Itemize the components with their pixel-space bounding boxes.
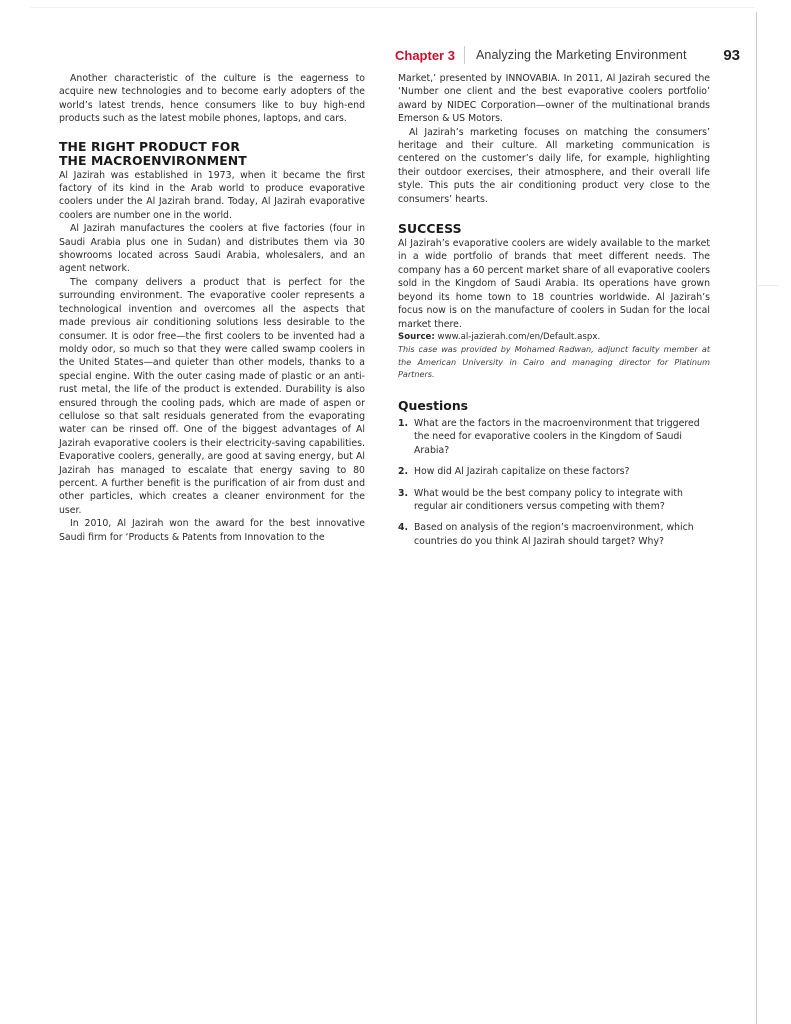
body-paragraph: Al Jazirah manufactures the coolers at five factories (four in Saudi Arabia plus one in Sudan) and distributes them via 30 showrooms located across Saudi Arabia, wholesalers, and an agent network.: [59, 223, 365, 275]
body-paragraph: Al Jazirah was established in 1973, when it became the first factory of its kind in the Arab world to produce evaporative coolers under the Al Jazirah brand. Today, Al Jazirah evaporative coolers are number one in the world.: [59, 169, 365, 221]
continued-paragraph: Market,’ presented by INNOVABIA. In 2011, Al Jazirah secured the ‘Number one client and the best evaporative coolers portfolio’ award by NIDEC Corporation—owner of the multinational brands Emerson & US Motors.: [398, 73, 710, 125]
left-column: [59, 72, 365, 544]
questions-heading: Questions: [398, 397, 469, 413]
question-number: 1.: [398, 417, 409, 429]
header-divider: [464, 46, 465, 64]
page-gutter-edge: [756, 12, 757, 1024]
scan-artifact-mark: [758, 285, 778, 286]
question-text: How did Al Jazirah capitalize on these factors?: [414, 466, 630, 478]
heading-line-1: THE RIGHT PRODUCT FOR: [59, 138, 241, 154]
case-credit: This case was provided by Mohamed Radwan, adjunct faculty member at the American University in Cairo and managing director for Platinum Partners.: [398, 344, 710, 380]
body-paragraph: Al Jazirah’s marketing focuses on matching the consumers’ heritage and their culture. All marketing communication is centered on the customer’s daily life, for example, highlighting their outdoor exercises, their atmosphere, and their overall life style. This puts the air conditioning product very close to the consumers’ hearts.: [398, 126, 710, 205]
questions-list: [398, 417, 710, 548]
source-url: www.al-jazierah.com/en/Default.aspx.: [437, 331, 601, 342]
source-line: [398, 331, 710, 343]
section-heading-success: SUCCESS: [398, 221, 462, 237]
chapter-label: Chapter 3: [395, 47, 455, 63]
question-text: Based on analysis of the region’s macroenvironment, which countries do you think Al Jazirah should target? Why?: [414, 522, 694, 547]
chapter-title: Analyzing the Marketing Environment: [475, 48, 687, 62]
source-label: Source:: [398, 331, 435, 342]
question-item: [398, 487, 710, 514]
scan-top-edge: [30, 7, 755, 8]
question-item: [398, 521, 710, 548]
question-text: What are the factors in the macroenvironment that triggered the need for evaporative coolers in the Kingdom of Saudi Arabia?: [414, 417, 700, 456]
right-column: [398, 72, 710, 556]
section-heading-right-product: [59, 140, 365, 168]
running-head: [395, 45, 740, 65]
question-item: [398, 417, 710, 457]
body-paragraph: Al Jazirah’s evaporative coolers are widely available to the market in a wide portfolio of brands that meet different needs. The company has a 60 percent market share of all evaporative coolers sold in the Kingdom of Saudi Arabia. Its operations have grown beyond its home town to 18 countries worldwide. Al Jazirah’s focus now is on the manufacture of coolers in Sudan for the local market there.: [398, 238, 710, 330]
question-number: 4.: [398, 522, 409, 534]
heading-line-2: THE MACROENVIRONMENT: [59, 152, 247, 168]
body-paragraph: The company delivers a product that is perfect for the surrounding environment. The evaporative cooler represents a technological invention and overcomes all the aspects that made previous air conditioning solutions less desirable to the consumer. It is odor free—the first coolers to be invented had a moldy odor, so much so that they were called swamp coolers in the United States—and quieter than other models, thanks to a special engine. With the outer casing made of plastic or an anti-rust metal, the life of the product is extended. Durability is also ensured through the cooling pads, which are made of aspen or cellulose so that salt residuals generated from the evaporating water can be rinsed off. One of the biggest advantages of Al Jazirah evaporative coolers is their electricity-saving capabilities. Evaporative coolers, generally, are good at saving energy, but Al Jazirah has managed to escalate that energy saving to 80 percent. A further benefit is the purification of air from dust and other particles, which creates a cleaner environment for the user.: [59, 276, 365, 516]
question-number: 2.: [398, 466, 409, 478]
body-paragraph: In 2010, Al Jazirah won the award for the best innovative Saudi firm for ‘Products & Patents from Innovation to the: [59, 518, 365, 543]
question-number: 3.: [398, 487, 409, 499]
question-item: [398, 465, 710, 478]
intro-paragraph: Another characteristic of the culture is the eagerness to acquire new technologies and to become early adopters of the world’s latest trends, hence consumers like to buy high-end products such as the latest mobile phones, laptops, and cars.: [59, 73, 365, 125]
question-text: What would be the best company policy to integrate with regular air conditioners versus competing with them?: [414, 487, 683, 512]
page-number: 93: [723, 46, 740, 64]
